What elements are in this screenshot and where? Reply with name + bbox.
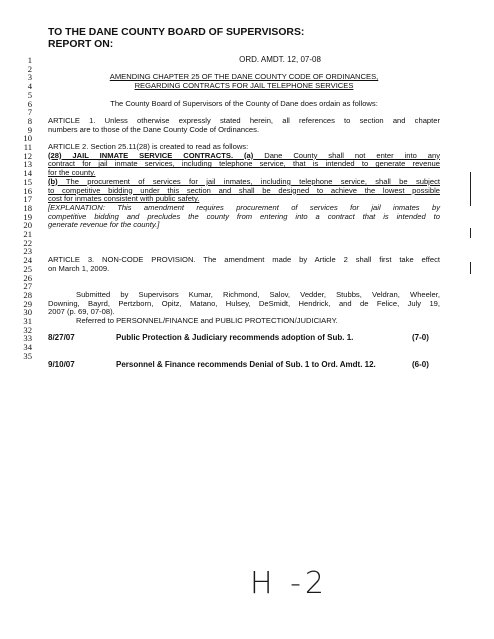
line-number: 1 <box>27 55 32 65</box>
line-number: 35 <box>23 350 32 361</box>
article-2-line7: cost for inmates consistent with public safety. <box>48 194 200 204</box>
line-number: 13 <box>23 159 32 170</box>
line-number: 29 <box>23 298 32 309</box>
header-addressee: TO THE DANE COUNTY BOARD OF SUPERVISORS: <box>48 27 305 38</box>
line-number: 11 <box>23 142 32 152</box>
article-3-line2: on March 1, 2009. <box>48 263 110 273</box>
ordinance-title-line1: AMENDING CHAPTER 25 OF THE DANE COUNTY CODE OF ORDINANCES, <box>109 72 379 82</box>
header-report-on: REPORT ON: <box>48 39 114 50</box>
revision-bar <box>470 262 471 274</box>
line-number: 20 <box>23 220 32 231</box>
line-number: 26 <box>23 272 32 283</box>
revision-bar <box>470 172 471 206</box>
article-2-line6: to competitive bidding under this section and shall be designed to achieve the lowest possible <box>48 185 440 195</box>
line-number: 6 <box>27 98 32 109</box>
subsection-b-bold: (b) <box>48 176 58 186</box>
line-number: 32 <box>23 324 32 335</box>
line-number: 25 <box>23 263 32 274</box>
line-number: 5 <box>27 89 32 100</box>
line-number: 7 <box>27 107 32 118</box>
line-number: 27 <box>23 281 32 292</box>
line-number: 8 <box>27 115 32 126</box>
explanation-line1: [EXPLANATION: This amendment requires procurement of services for jail inmates by <box>48 202 440 212</box>
line-number: 30 <box>23 307 32 318</box>
action-text: Public Protection & Judiciary recommends adoption of Sub. 1. <box>116 333 354 343</box>
line-number: 31 <box>23 316 32 326</box>
action-date: 8/27/07 <box>48 333 75 343</box>
referred-line: Referred to PERSONNEL/FINANCE and PUBLIC PROTECTION/JUDICIARY. <box>76 316 338 325</box>
line-number: 19 <box>23 211 32 222</box>
line-number: 18 <box>23 202 32 213</box>
line-number: 21 <box>23 229 32 239</box>
submitted-line1: Submitted by Supervisors Kumar, Richmond, Salov, Vedder, Stubbs, Veldran, Wheeler, <box>76 289 440 299</box>
line-number: 14 <box>23 168 32 179</box>
line-number: 16 <box>23 185 32 196</box>
subsection-b-text: The procurement of services for jail inmates, including telephone service, shall be subject <box>57 176 440 186</box>
article-3-line1: ARTICLE 3. NON-CODE PROVISION. The amendment made by Article 2 shall first take effect <box>48 255 440 265</box>
explanation-line3: generate revenue for the county.] <box>48 220 160 230</box>
article-1-line2: numbers are to those of the Dane County Code of Ordinances. <box>48 124 260 134</box>
article-2-line3: contract for jail inmate services, including telephone service, that is intended to generate revenue <box>48 159 440 169</box>
document-header <box>48 27 304 51</box>
submitted-line2: Downing, Bayrd, Pertzborn, Opitz, Matano, Hulsey, DeSmidt, Hendrick, and de Felice, July 19, <box>48 298 440 308</box>
handwritten-page-mark: H -2 <box>250 566 329 601</box>
ordinance-reference: ORD. AMDT. 12, 07-08 <box>239 55 321 64</box>
line-number: 3 <box>27 72 32 83</box>
line-number: 2 <box>27 63 32 74</box>
action-date: 9/10/07 <box>48 359 75 369</box>
line-number: 4 <box>27 81 32 92</box>
ordain-clause: The County Board of Supervisors of the County of Dane does ordain as follows: <box>110 98 378 108</box>
line-number: 24 <box>23 255 32 266</box>
article-2-heading: ARTICLE 2. Section 25.11(28) is created to read as follows: <box>48 142 249 151</box>
line-number: 12 <box>23 150 32 161</box>
line-number: 28 <box>23 289 32 300</box>
article-1-line1: ARTICLE 1. Unless otherwise expressly stated herein, all references to section and chapter <box>48 115 440 125</box>
line-number: 34 <box>23 342 32 353</box>
line-number: 10 <box>23 133 32 144</box>
line-number: 9 <box>27 124 32 135</box>
article-2-line4: for the county. <box>48 168 96 178</box>
revision-bar <box>470 228 471 238</box>
subsection-a-text: Dane County shall not enter into any <box>253 150 441 160</box>
explanation-line2: competitive bidding and precludes the county from entering into a contract that is intended to <box>48 211 440 221</box>
action-text: Personnel & Finance recommends Denial of Sub. 1 to Ord. Amdt. 12. <box>116 359 376 369</box>
line-number: 17 <box>23 194 32 205</box>
line-number: 23 <box>23 246 32 257</box>
action-vote: (6-0) <box>412 359 429 369</box>
submitted-line3: 2007 (p. 69, 07-08). <box>48 307 115 317</box>
subsection-a-bold: (28) JAIL INMATE SERVICE CONTRACTS. (a) <box>48 150 254 160</box>
line-number: 15 <box>23 176 32 187</box>
line-number: 33 <box>23 333 32 344</box>
action-vote: (7-0) <box>412 333 429 343</box>
ordinance-title-line2: REGARDING CONTRACTS FOR JAIL TELEPHONE SERVICES <box>134 81 354 91</box>
line-number: 22 <box>23 237 32 248</box>
